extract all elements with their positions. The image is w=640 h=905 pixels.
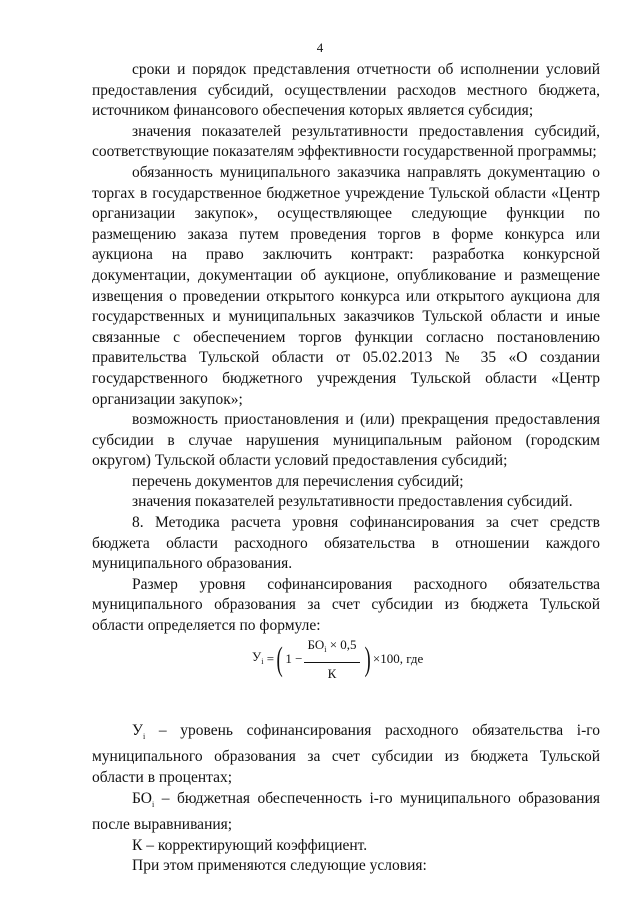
left-paren: ( <box>276 640 283 678</box>
formula-equals: = <box>266 651 275 667</box>
definition-bo: $БО_i$ – бюджетная обеспеченность i-го муниципального образования после выравнивания; <box>92 789 600 834</box>
definition-k: К – корректирующий коэффициент. <box>132 836 368 854</box>
paragraph: возможность приостановления и (или) прекращения предоставления субсидии в случае нарушения муниципальным районом (городским округом) Тульской области условий предоставления субсидий; <box>92 411 600 470</box>
paragraph: Размер уровня софинансирования расходного обязательства муниципального образования за счет субсидии из бюджета Тульской области определяется по формуле: <box>92 575 600 635</box>
formula <box>92 639 600 681</box>
right-paren: ) <box>364 640 371 678</box>
closing-paragraph: При этом применяются следующие условия: <box>132 857 427 875</box>
formula-one-minus: 1 − <box>285 651 303 667</box>
formula-lhs: $У_i$ <box>252 648 264 666</box>
document-body <box>92 60 600 877</box>
paragraph: значения показателей результативности предоставления субсидий. <box>132 493 573 511</box>
formula-tail: ×100, где <box>372 651 424 667</box>
definition-u: $У_i$ – уровень софинансирования расходного обязательства i-го муниципального образования за счет субсидии из бюджета Тульской области в процентах; <box>92 721 600 786</box>
formula-fraction <box>304 635 359 684</box>
page-number: 4 <box>316 40 324 55</box>
paragraph: перечень документов для перечисления субсидий; <box>132 472 464 490</box>
formula-numerator: $БО_i \times 0,5$ <box>304 635 359 663</box>
formula-denominator: К <box>327 665 337 681</box>
paragraph: значения показателей результативности предоставления субсидий, соответствующие показателям эффективности государственной программы; <box>92 122 600 161</box>
paragraph: сроки и порядок представления отчетности об исполнении условий предоставления субсидий, осуществлении расходов местного бюджета, источником финансового обеспечения которых является субсидия; <box>92 61 600 120</box>
paragraph: обязанность муниципального заказчика направлять документацию о торгах в государственное бюджетное учреждение Тульской области «Центр организации закупок», осуществляющее следующие функции по размещению заказа путем проведения торгов в форме конкурса или аукциона на право заключить контракт: разработка конкурсной документации, документации об аукционе, опубликование и размещение извещения о проведении открытого конкурса или открытого аукциона для государственных и муниципальных заказчиков Тульской области и иные связанные с обеспечением торгов функции согласно постановлению правительства Тульской области от 05.02.2013 № 35 «О создании государственного бюджетного учреждения Тульской области «Центр организации закупок»; <box>92 163 600 408</box>
section-heading: 8. Методика расчета уровня софинансирования за счет средств бюджета области расходного обязательства в отношении каждого муниципального образования. <box>92 514 600 573</box>
